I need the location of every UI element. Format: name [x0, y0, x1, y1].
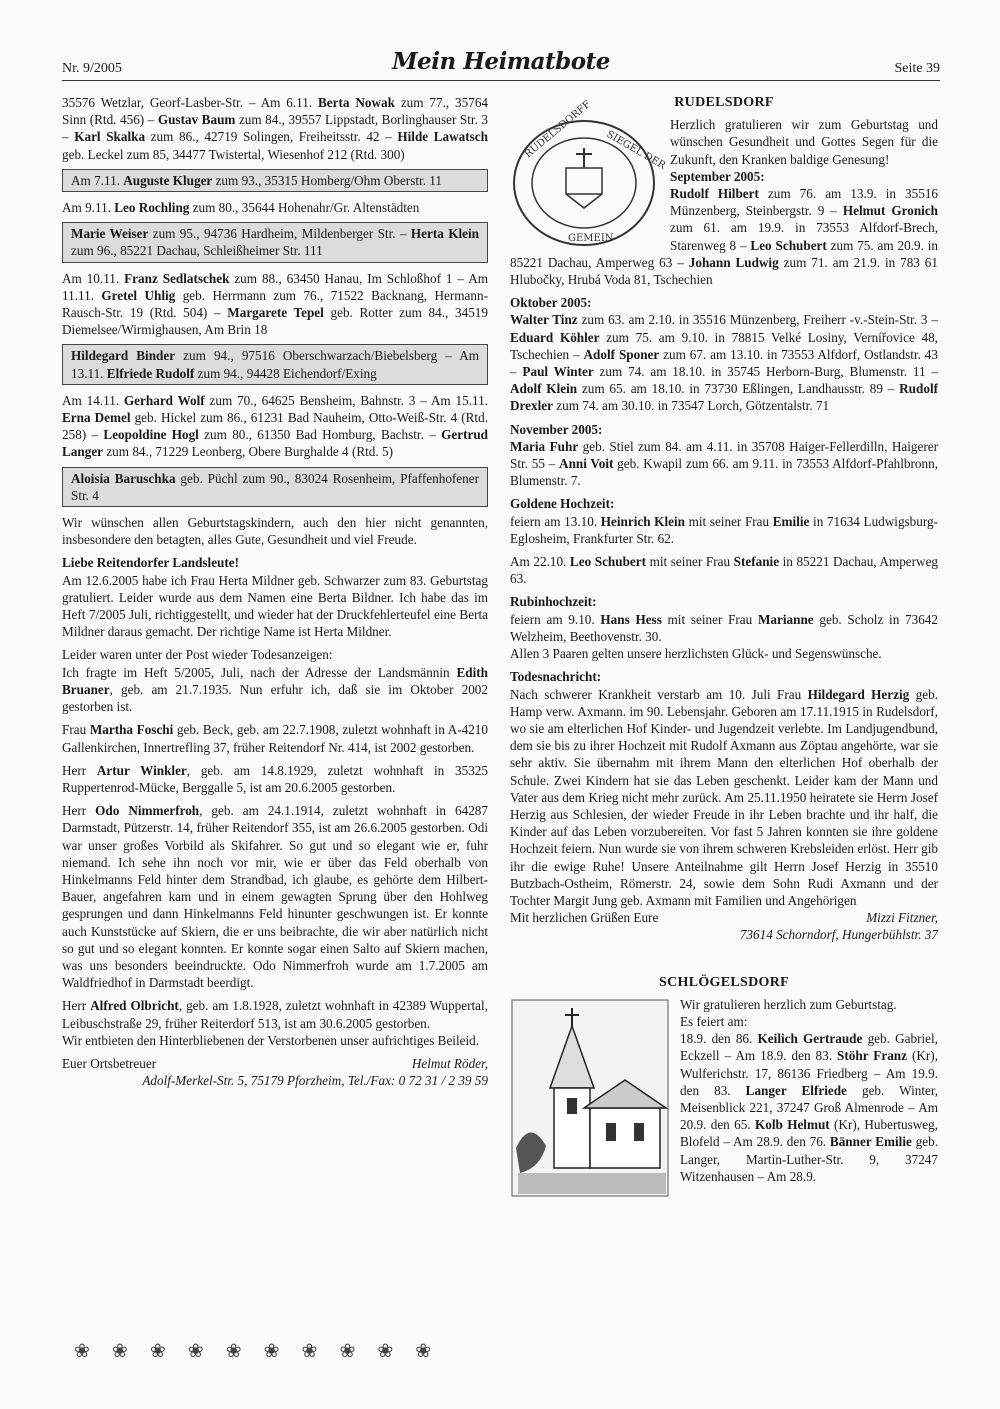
flower-icon: ❀: [377, 1341, 394, 1362]
highlight-box: Aloisia Baruschka geb. Püchl zum 90., 83024 Rosenheim, Pfaffenhofener Str. 4: [62, 467, 488, 507]
section-title-schloegelsdorf: SCHLÖGELSDORF: [659, 974, 789, 990]
page-number: Seite 39: [894, 61, 940, 76]
blessing-paragraph: Allen 3 Paaren gelten unsere herzlichsten Glück- und Segenswünsche.: [510, 646, 882, 662]
obituary-paragraph: Herr Alfred Olbricht, geb. am 1.8.1928, zuletzt wohnhaft in 42389 Wuppertal, Leibuschstraße 29, früher Reiterdorf 513, ist am 30.6.2005 gestorben.: [62, 998, 488, 1031]
birthday-paragraph: 18.9. den 86. Keilich Gertraude geb. Gabriel, Eckzell – Am 18.9. den 83. Stöhr Franz (Kr), Wulferichstr. 17, 86136 Friedberg – Am 19.9. den 83. Langer Elfriede geb. Winter, Meisenblick 221, 37247 Groß Almenrode – Am 20.9. den 65. Kolb Helmut (Kr), Hubertusweg, Blofeld – Am 28.9. den 76. Bänner Emilie geb. Langer, Martin-Luther-Str. 9, 37247 Witzenhausen – Am 28.9.: [680, 1031, 939, 1184]
signature-address: Adolf-Merkel-Str. 5, 75179 Pforzheim, Tel./Fax: 0 72 31 / 2 39 59: [142, 1073, 488, 1089]
flower-icon: ❀: [149, 1341, 166, 1362]
church-illustration: [510, 998, 670, 1198]
signature: Mit herzlichen Grüßen Eure Mizzi Fitzner,: [510, 910, 938, 926]
correction-paragraph: Am 12.6.2005 habe ich Frau Herta Mildner geb. Schwarzer zum 83. Geburtstag gratuliert. Leider wurde aus dem Namen eine Berta Bildner. Ich habe das im Heft 7/2005 Juli, richtiggestellt, und wieder hat der Druckfehlerteufel eine Berta Mildner daraus gemacht. Der richtige Name ist Herta Mildner.: [62, 572, 488, 640]
anniversary-paragraph: feiern am 9.10. Hans Hess mit seiner Frau Marianne geb. Scholz in 73642 Welzheim, Beethovenstr. 30.: [510, 611, 938, 644]
obituary-paragraph: Nach schwerer Krankheit verstarb am 10. Juli Frau Hildegard Herzig geb. Hamp verw. Axmann. im 90. Lebensjahr. Geboren am 17.11.1915 in Rudelsdorf, wo sie am elterlichen Hof Kinder- und Jugendzeit verlebte. Im Landjugendbund, dem sie bis zu ihrer Hochzeit mit Rudolf Axmann aus Zöptau angehörte, war sie sehr aktiv. Sie übernahm mit ihrem Mann den elterlichen Hof oberhalb der Schule. Zwei Kindern hat sie das Leben geschenkt. Leider kam der Mann und Vater aus dem Krieg nicht mehr zurück. Am 25.11.1950 heiratete sie Herrn Josef Herzig aus Schlesien, der wieder Freude in ihr Leben brachte und ihr half, die Kinder auf das Leben vorzubereiten. Vor fast 5 Jahren konnten sie ihre goldene Hochzeit feiern. Nun wurde sie von ihrem schweren Krebsleiden erlöst. Herr gib ihr die ewige Ruhe! Unsere Anteilnahme gilt Herrn Josef Herzig in 35510 Butzbach-Ostheim, Römerstr. 24, sowie dem Sohn Rudi Axmann und der Tochter Margit Jung geb. Axmann mit Familien und Angehörigen: [510, 686, 938, 908]
greeting-paragraph: Herzlich gratulieren wir zum Geburtstag und wünschen Gesundheit und Gottes Segen für die Zukunft, den Kranken baldige Genesung!: [670, 117, 938, 167]
birthday-paragraph: Walter Tinz zum 63. am 2.10. in 35516 Münzenberg, Freiherr -v.-Stein-Str. 3 – Eduard Köhler zum 75. am 9.10. in 78815 Velké Losiny, Vernířovice 48, Tschechien – Adolf Sponer zum 67. am 13.10. in 73553 Alfdorf, Ostlandstr. 43 – Paul Winter zum 74. am 18.10. in 35745 Herborn-Burg, Blumenstr. 11 – Adolf Klein zum 65. am 18.10. in 73730 Eßlingen, Landhausstr. 89 – Rudolf Drexler zum 74. am 30.10. in 73547 Lorch, Götzentalstr. 71: [510, 312, 938, 414]
flower-icon: ❀: [339, 1341, 356, 1362]
highlight-box: Hildegard Binder zum 94., 97516 Oberschwarzach/Biebelsberg – Am 13.11. Elfriede Rudolf zum 94., 94428 Eichendorf/Exing: [62, 344, 488, 384]
obituary-paragraph: Frau Martha Foschi geb. Beck, geb. am 22.7.1908, zuletzt wohnhaft in A-4210 Gallenkirchen, Innertrefling 37, früher Reitendorf Nr. 414, ist 2002 gestorben.: [62, 722, 488, 755]
flower-icon: ❀: [301, 1341, 318, 1362]
condolence-paragraph: Wir entbieten den Hinterbliebenen der Verstorbenen unser aufrichtiges Beileid.: [62, 1032, 480, 1048]
month-heading: Oktober 2005:: [510, 295, 592, 311]
flower-icon: ❀: [263, 1341, 280, 1362]
highlight-box: Am 7.11. Auguste Kluger zum 93., 35315 Homberg/Ohm Oberstr. 11: [62, 169, 488, 192]
svg-text:RUDELSDORFF: RUDELSDORFF: [522, 99, 594, 161]
obituary-paragraph: Ich fragte im Heft 5/2005, Juli, nach der Adresse der Landsmännin Edith Bruaner, geb. am 21.7.1935. Nun erfuhr ich, daß sie im Oktober 2002 gestorben ist.: [62, 664, 488, 715]
right-column: [510, 94, 938, 1202]
section-heading: Todesnachricht:: [510, 669, 602, 685]
section-title-rudelsdorf: RUDELSDORF: [674, 95, 774, 110]
obituary-paragraph: Herr Artur Winkler, geb. am 14.8.1929, zuletzt wohnhaft in 35325 Ruppertenrod-Mücke, Berggalle 5, ist am 20.6.2005 gestorben.: [62, 762, 488, 795]
signature-address: 73614 Schorndorf, Hungerbühlstr. 37: [739, 927, 938, 943]
month-heading: September 2005:: [670, 168, 765, 184]
flower-icon: ❀: [225, 1341, 242, 1362]
section-heading: Rubinhochzeit:: [510, 594, 597, 610]
birthday-paragraph: Maria Fuhr geb. Stiel zum 84. am 4.11. in 35708 Haiger-Fellerdilln, Haigerer Str. 55 – Anni Voit geb. Kwapil zum 66. am 9.11. in 73553 Alfdorf-Pfahlbronn, Blumenstr. 7.: [510, 438, 938, 489]
flower-icon: ❀: [415, 1341, 432, 1362]
page-header: [62, 48, 940, 81]
flower-icon: ❀: [111, 1341, 128, 1362]
birthday-paragraph: Am 10.11. Franz Sedlatschek zum 88., 63450 Hanau, Im Schloßhof 1 – Am 11.11. Gretel Uhlig geb. Herrmann zum 76., 71522 Backnang, Hermann-Rausch-Str. 19 (Rtd. 504) – Margarete Tepel geb. Rotter zum 84., 34519 Diemelsee/Wirmighausen, Am Brin 18: [62, 270, 488, 338]
month-heading: November 2005:: [510, 421, 603, 437]
anniversary-paragraph: feiern am 13.10. Heinrich Klein mit seiner Frau Emilie in 71634 Ludwigsburg-Eglosheim, Frankfurter Str. 62.: [510, 513, 938, 546]
left-column: [62, 94, 488, 1089]
birthday-paragraph: 35576 Wetzlar, Georf-Lasber-Str. – Am 6.11. Berta Nowak zum 77., 35764 Sinn (Rtd. 456) – Gustav Baum zum 84., 39557 Lippstadt, Borlinghauser Str. 3 – Karl Skalka zum 86., 42719 Solingen, Freiheitsstr. 42 – Hilde Lawatsch geb. Leckel zum 85, 34477 Twistertal, Wiesenhof 212 (Rtd. 300): [62, 95, 489, 162]
flower-icon: ❀: [187, 1341, 204, 1362]
greeting-line: Wir gratulieren herzlich zum Geburtstag.: [680, 996, 897, 1012]
wishes-paragraph: Wir wünschen allen Geburtstagskindern, auch den hier nicht genannten, insbesondere den betagten, alles Gute, Gesundheit und viel Freude.: [62, 515, 488, 548]
ornament-row: [74, 1340, 431, 1363]
svg-text:GEMEIN: GEMEIN: [568, 233, 614, 245]
anniversary-paragraph: Am 22.10. Leo Schubert mit seiner Frau Stefanie in 85221 Dachau, Amperweg 63.: [510, 554, 939, 587]
highlight-box: Marie Weiser zum 95., 94736 Hardheim, Mildenberger Str. – Herta Klein zum 96., 85221 Dachau, Schleißheimer Str. 111: [62, 222, 488, 262]
greeting-line: Es feiert am:: [680, 1013, 748, 1029]
section-heading: Liebe Reitendorfer Landsleute!: [62, 555, 240, 571]
section-heading: Goldene Hochzeit:: [510, 496, 615, 512]
svg-text:SIEGEL DER: SIEGEL DER: [604, 129, 668, 172]
newspaper-masthead: Mein Heimatbote: [392, 48, 610, 75]
obituary-paragraph: Herr Odo Nimmerfroh, geb. am 24.1.1914, zuletzt wohnhaft in 64287 Darmstadt, Pützerstr. 14, früher Reitendorf 355, ist am 26.6.2005 gestorben. Odi war unser großes Vorbild als Skifahrer. So gut und so elegant wie er, fuhr niemand. Ich sehe ihn noch vor mir, wie er über das Feld oberhalb von Hinkelmanns Feld hinter dem Strandbad, ich glaube, es gehörte dem Hilbert-Bauer, angefahren kam und in einem gewagten Sprung über den Hohlweg gesprungen und dann Hinkelmanns Feld hinunter geschwungen ist. Er konnte auch Kunststücke auf Skiern, die er uns beibrachte, die wir aber natürlich nicht so gut und so elegant konnten. Er konnte sogar einen Salto auf Skiern machen, was uns besonders beeindruckte. Odo Nimmerfroh wurde am 1.7.2005 am Waldfriedhof in Darmstadt beerdigt.: [62, 803, 488, 991]
signature: Euer Ortsbetreuer Helmut Röder,: [62, 1055, 488, 1071]
birthday-paragraph: Am 9.11. Leo Rochling zum 80., 35644 Hohenahr/Gr. Altenstädten: [62, 200, 420, 216]
obituary-intro: Leider waren unter der Post wieder Todesanzeigen:: [62, 647, 333, 663]
flower-icon: ❀: [74, 1341, 90, 1362]
birthday-paragraph: Rudolf Hilbert zum 76. am 13.9. in 35516 Münzenberg, Steinbergstr. 9 – Helmut Gronich zum 61. am 19.9. in 73553 Alfdorf-Brech, Starenweg 8 – Leo Schubert zum 75. am 20.9. in 85221 Dachau, Amperweg 63 – Johann Ludwig zum 71. am 21.9. in 783 61 Hlubočky, Hrubá Voda 81, Tschechien: [510, 186, 939, 288]
seal-icon: [510, 99, 668, 248]
birthday-paragraph: Am 14.11. Gerhard Wolf zum 70., 64625 Bensheim, Bahnstr. 3 – Am 15.11. Erna Demel geb. Hickel zum 86., 61231 Bad Nauheim, Otto-Weiß-Str. 4 (Rtd. 258) – Leopoldine Hogl zum 80., 61350 Bad Homburg, Bachstr. – Gertrud Langer zum 84., 71229 Leonberg, Obere Burghalde 4 (Rtd. 5): [62, 392, 488, 460]
issue-number: Nr. 9/2005: [62, 61, 122, 76]
